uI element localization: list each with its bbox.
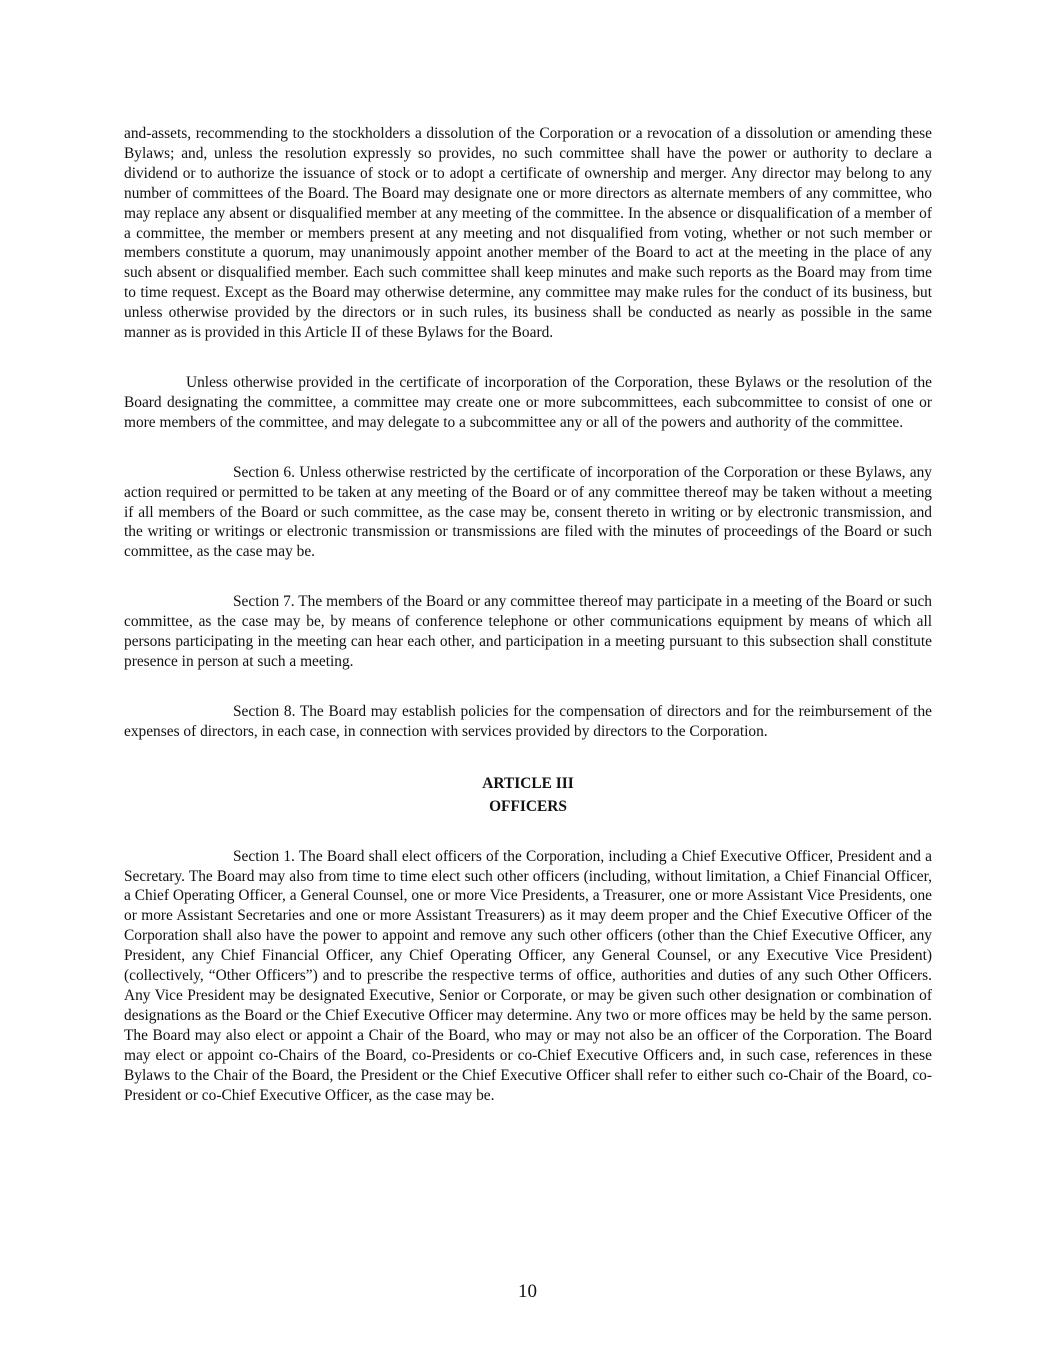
paragraph-committee-powers: and-assets, recommending to the stockholders a dissolution of the Corporation or a revocation of a dissolution or amending these Bylaws; and, unless the resolution expressly so provides, no such committee shall have the power or authority to declare a dividend or to authorize the issuance of stock or to adopt a certificate of ownership and merger. Any director may belong to any number of committees of the Board. The Board may designate one or more directors as alternate members of any committee, who may replace any absent or disqualified member at any meeting of the committee. In the absence or disqualification of a member of a committee, the member or members present at any meeting and not disqualified from voting, whether or not such member or members constitute a quorum, may unanimously appoint another member of the Board to act at the meeting in the place of any such absent or disqualified member. Each such committee shall keep minutes and make such reports as the Board may from time to time request. Except as the Board may otherwise determine, any committee may make rules for the conduct of its business, but unless otherwise provided by the directors or in such rules, its business shall be conducted as nearly as possible in the same manner as is provided in this Article II of these Bylaws for the Board. <box>124 125 932 342</box>
paragraph-section-8: Section 8. The Board may establish policies for the compensation of directors and for the reimbursement of the expenses of directors, in each case, in connection with services provided by directors to the Corporation. <box>124 702 932 740</box>
document-page <box>124 124 932 1105</box>
paragraph-subcommittees: Unless otherwise provided in the certificate of incorporation of the Corporation, these Bylaws or the resolution of the Board designating the committee, a committee may create one or more subcommittees, each subcommittee to consist of one or more members of the committee, and may delegate to a subcommittee any or all of the powers and authority of the committee. <box>124 373 932 431</box>
paragraph-article-3-section-1: Section 1. The Board shall elect officers of the Corporation, including a Chief Executive Officer, President and a Secretary. The Board may also from time to time elect such other officers (including, without limitation, a Chief Financial Officer, a Chief Operating Officer, a General Counsel, one or more Vice Presidents, a Treasurer, one or more Assistant Vice Presidents, one or more Assistant Secretaries and one or more Assistant Treasurers) as it may deem proper and the Chief Executive Officer of the Corporation shall also have the power to appoint and remove any such other officers (other than the Chief Executive Officer, any President, any Chief Financial Officer, any Chief Operating Officer, any General Counsel, or any Executive Vice President) (collectively, “Other Officers”) and to prescribe the respective terms of office, authorities and duties of any such Other Officers. Any Vice President may be designated Executive, Senior or Corporate, or may be given such other designation or combination of designations as the Board or the Chief Executive Officer may determine. Any two or more offices may be held by the same person. The Board may also elect or appoint a Chair of the Board, who may or may not also be an officer of the Corporation. The Board may elect or appoint co-Chairs of the Board, co-Presidents or co-Chief Executive Officers and, in such case, references in these Bylaws to the Chair of the Board, the President or the Chief Executive Officer shall refer to either such co-Chair of the Board, co-President or co-Chief Executive Officer, as the case may be. <box>124 847 932 1104</box>
paragraph-section-7: Section 7. The members of the Board or any committee thereof may participate in a meeting of the Board or such committee, as the case may be, by means of conference telephone or other communications equipment by means of which all persons participating in the meeting can hear each other, and participation in a meeting pursuant to this subsection shall constitute presence in person at such a meeting. <box>124 593 932 670</box>
paragraph-section-6: Section 6. Unless otherwise restricted by the certificate of incorporation of the Corporation or these Bylaws, any action required or permitted to be taken at any meeting of the Board or of any committee thereof may be taken without a meeting if all members of the Board or such committee, as the case may be, consent thereto in writing or by electronic transmission, and the writing or writings or electronic transmission or transmissions are filed with the minutes of proceedings of the Board or such committee, as the case may be. <box>124 463 932 561</box>
article-heading: ARTICLE III <box>482 774 574 792</box>
page-number: 10 <box>518 1281 537 1302</box>
article-subheading: OFFICERS <box>489 797 567 815</box>
